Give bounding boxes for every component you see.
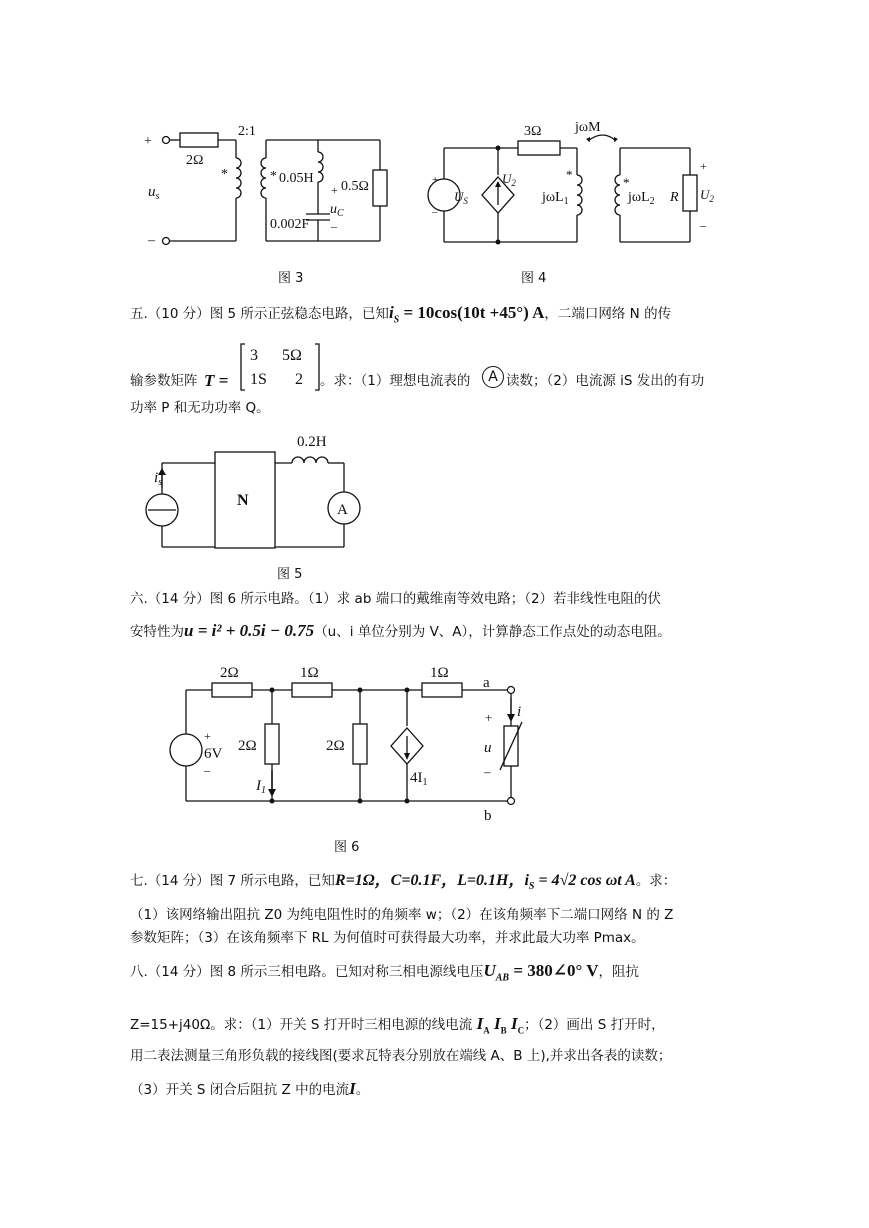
fig3-dot-primary: *: [221, 167, 228, 182]
fig5-network-label: N: [237, 492, 249, 509]
fig4-l1-label: jωL$_1$: [542, 190, 569, 207]
q7-line3: 参数矩阵；（3）在该角频率下 RL 为何值时可获得最大功率，并求此最大功率 Pmax。: [130, 930, 645, 946]
figure-4-caption: 图 4: [521, 271, 547, 286]
fig4-u2-label: $U_2$: [700, 187, 714, 204]
fig3-cap-label: 0.002F: [270, 217, 310, 232]
fig4-r-label: R: [670, 190, 679, 205]
fig5-src-label: $i_s$: [154, 470, 163, 488]
figure-3-circuit: [130, 118, 400, 253]
fig3-minus: –: [148, 233, 155, 248]
q5-m22: 2: [295, 371, 303, 388]
fig6-terminal-a: a: [483, 675, 490, 691]
fig4-u2-minus: –: [700, 218, 706, 232]
q5-formula: $i_S = 10\cos(10t +45^\circ)$ A: [388, 303, 545, 326]
fig3-uc-minus: –: [331, 219, 337, 233]
fig6-u-label: u: [484, 740, 492, 756]
q5-line1: 五.（10 分）图 5 所示正弦稳态电路，已知$i_S = 10\cos(10t +45^\circ)$ A，二端口网络 N 的传: [130, 303, 672, 326]
figure-5-caption: 图 5: [277, 567, 303, 582]
fig6-v-label: 6V: [204, 746, 223, 762]
q8-formula: $U_{AB}$ = 380∠0° V: [483, 961, 599, 984]
ammeter-icon: A: [482, 366, 504, 388]
q8-ic: $I_C$: [510, 1014, 525, 1036]
q5-matrix-label: T =: [204, 371, 229, 390]
fig4-us-minus: –: [432, 206, 438, 218]
fig4-us-label: $U_S$: [454, 189, 468, 206]
q5-line3: 功率 P 和无功功率 Q。: [130, 400, 270, 416]
q6-line1: 六.（14 分）图 6 所示电路。（1）求 ab 端口的戴维南等效电路；（2）若非线性电阻的伏: [130, 591, 662, 607]
q7-line1: 七.（14 分）图 7 所示电路，已知R=1Ω，C=0.1F，L=0.1H，$i_S = 4√2$ cos ωt A。求：: [130, 872, 677, 893]
fig3-uc-plus: +: [331, 183, 338, 197]
fig6-r5-label: 2Ω: [326, 738, 345, 754]
fig3-dot-secondary: *: [270, 169, 277, 184]
q8-line1: 八.（14 分）图 8 所示三相电路。已知对称三相电源线电压$U_{AB}$ = 380∠0° V，阻抗: [130, 961, 640, 984]
q8-ib: $I_B$: [494, 1014, 507, 1036]
fig6-v-minus: –: [204, 763, 210, 777]
figure-3-caption: 图 3: [278, 271, 304, 286]
q7-line2: （1）该网络输出阻抗 Z0 为纯电阻性时的角频率 w；（2）在该角频率下二端口网络 N 的 Z: [130, 907, 674, 923]
q8-line3: 用二表法测量三角形负载的接线图(要求瓦特表分别放在端线 A、B 上),并求出各表的读数；: [130, 1048, 672, 1064]
q5-m21: 1S: [250, 371, 267, 388]
fig4-ccvs-label: $U_2$: [502, 171, 516, 188]
q8-line2: Z=15+j40Ω。求：（1）开关 S 打开时三相电源的线电流 $I_A$ $I_B$ $I_C$；（2）画出 S 打开时，: [130, 1014, 665, 1036]
fig6-v-plus: +: [204, 729, 211, 743]
fig4-dot-primary: *: [566, 167, 573, 182]
fig5-ind-label: 0.2H: [297, 434, 327, 450]
fig6-r1-label: 2Ω: [220, 665, 239, 681]
fig3-ind-label: 0.05H: [279, 171, 314, 186]
fig6-i1-label: $I_1$: [256, 778, 266, 796]
q8-current-i: I: [349, 1079, 356, 1098]
fig3-uc-label: $u_C$: [330, 202, 344, 219]
q7-formula: R=1Ω，C=0.1F，L=0.1H，: [334, 872, 525, 889]
fig6-r4-label: 2Ω: [238, 738, 257, 754]
q8-line4: （3）开关 S 闭合后阻抗 Z 中的电流I。: [130, 1079, 370, 1098]
q6-formula: u = i² + 0.5i − 0.75: [184, 621, 315, 640]
fig6-terminal-b: b: [484, 808, 492, 824]
fig4-res-label: 3Ω: [524, 124, 542, 139]
fig3-res1-label: 2Ω: [186, 153, 204, 168]
fig6-r2-label: 1Ω: [300, 665, 319, 681]
fig4-l2-label: jωL$_2$: [628, 190, 655, 207]
fig4-us-plus: +: [432, 174, 439, 186]
fig6-u-plus: +: [485, 710, 493, 725]
q5-m11: 3: [250, 347, 258, 364]
fig6-u-minus: –: [484, 764, 491, 779]
q7-formula2: $i_S = 4√2$ cos ωt A: [524, 872, 636, 893]
fig6-i-label: i: [517, 704, 522, 720]
q5-matrix: [240, 342, 320, 392]
q8-ia: $I_A$: [476, 1014, 490, 1036]
fig4-u2-plus: +: [700, 159, 707, 173]
figure-5-circuit: [140, 430, 380, 555]
fig6-r3-label: 1Ω: [430, 665, 449, 681]
figure-6-caption: 图 6: [334, 840, 360, 855]
fig3-plus: +: [144, 134, 152, 149]
q6-line2: 安特性为u = i² + 0.5i − 0.75（u、i 单位分别为 V、A），计算静态工作点处的动态电阻。: [130, 621, 671, 640]
fig5-ammeter-label: A: [337, 502, 348, 518]
fig3-source-label: $u_s$: [148, 184, 160, 202]
fig3-ratio-label: 2:1: [238, 124, 256, 139]
figure-4-circuit: [420, 115, 720, 250]
figure-6-circuit: [160, 658, 540, 828]
fig4-dot-secondary: *: [623, 175, 630, 190]
fig3-res2-label: 0.5Ω: [341, 179, 369, 194]
fig4-mutual-label: jωM: [575, 120, 601, 135]
fig6-ccs-label: $4I_1$: [410, 770, 428, 788]
q5-m12: 5Ω: [282, 347, 302, 364]
